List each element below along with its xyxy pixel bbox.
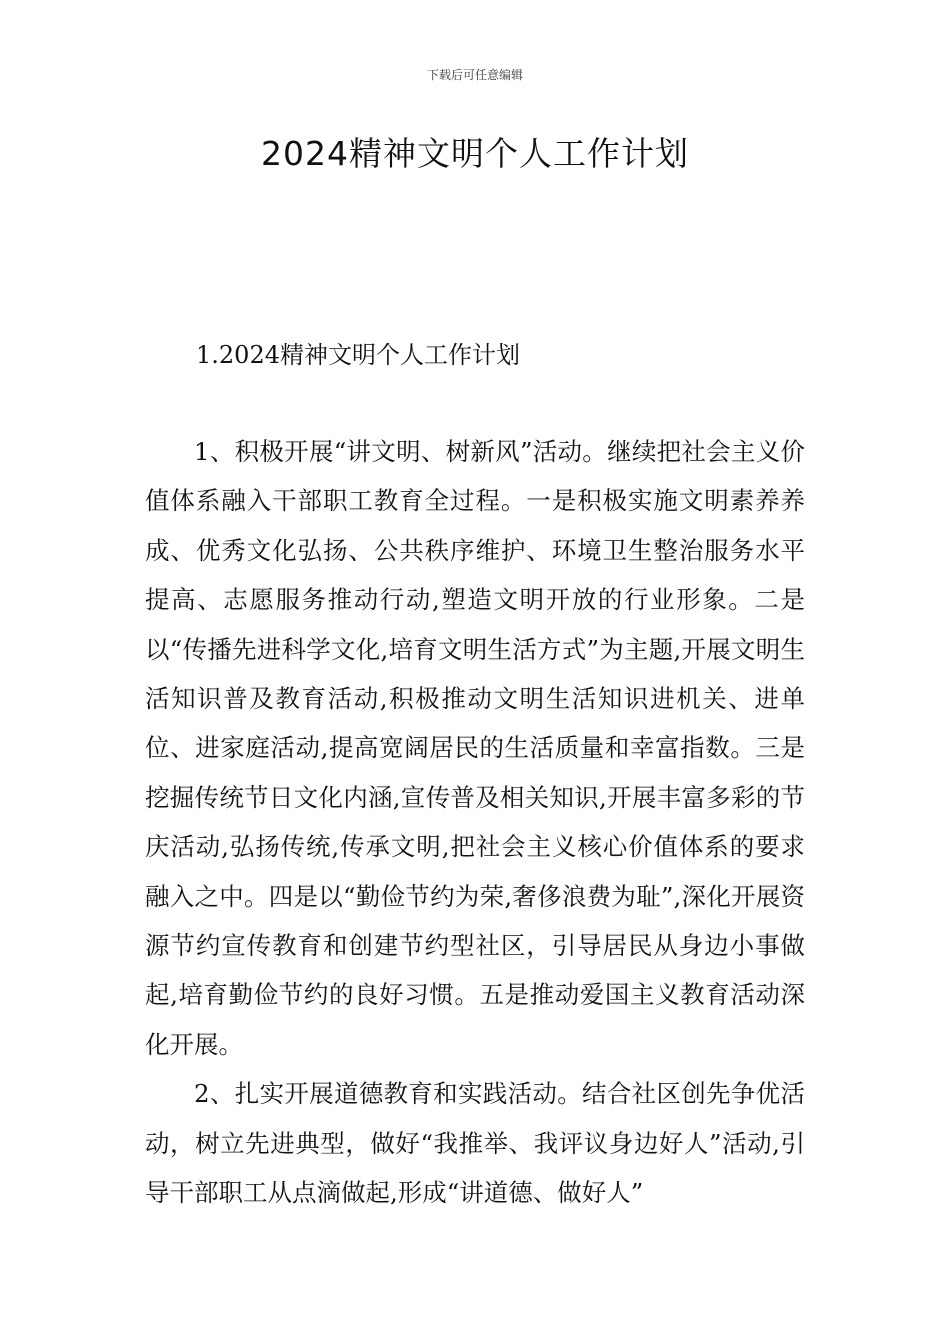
paragraph-1: 1、积极开展“讲文明、树新风”活动。继续把社会主义价值体系融入干部职工教育全过程。一是积极实施文明素养养成、优秀文化弘扬、公共秩序维护、环境卫生整治服务水平提高、志愿服务推动行动,塑造文明开放的行业形象。二是以“传播先进科学文化,培育文明生活方式”为主题,开展文明生活知识普及教育活动,积极推动文明生活知识进机关、进单位、进家庭活动,提高宽阔居民的生活质量和幸富指数。三是挖掘传统节日文化内涵,宣传普及相关知识,开展丰富多彩的节庆活动,弘扬传统,传承文明,把社会主义核心价值体系的要求融入之中。四是以“勤俭节约为荣,奢侈浪费为耻”,深化开展资源节约宣传教育和创建节约型社区，引导居民从身边小事做起,培育勤俭节约的良好习惯。五是推动爱国主义教育活动深化开展。	[145, 437, 805, 1059]
section-heading: 1.2024精神文明个人工作计划	[196, 341, 520, 369]
paragraph-2: 2、扎实开展道德教育和实践活动。结合社区创先争优活动，树立先进典型，做好“我推举、我评议身边好人”活动,引导干部职工从点滴做起,形成“讲道德、做好人”	[145, 1079, 805, 1208]
document-title: 2024精神文明个人工作计划	[261, 134, 689, 173]
body-text	[145, 427, 805, 1218]
header-note: 下载后可任意编辑	[426, 68, 523, 82]
